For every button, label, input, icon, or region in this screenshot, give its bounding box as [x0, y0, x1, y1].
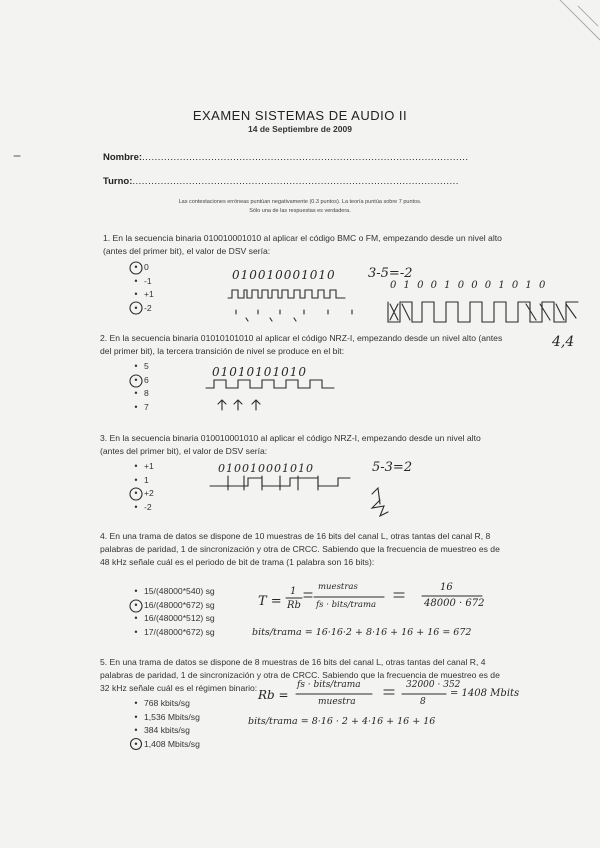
q4-bits-trama: bits/trama = 16·16·2 + 8·16 + 16 + 16 = 672 — [252, 627, 472, 638]
option-label: 5 — [144, 361, 149, 371]
option-label: 16/(48000*672) sg — [144, 599, 215, 610]
option-label: 0 — [144, 262, 149, 272]
q5-bits-trama: bits/trama = 8·16 · 2 + 4·16 + 16 + 16 — [248, 716, 436, 727]
bullet-icon: • — [134, 401, 138, 412]
bullet-icon: • — [134, 586, 138, 596]
q1-handwritten-bits-right: 0 1 0 0 1 0 0 0 1 0 1 0 — [390, 280, 548, 291]
answer-circle-q4-b — [130, 600, 142, 612]
q4-one: 1 — [290, 586, 297, 597]
option-label: 6 — [144, 374, 149, 385]
q1-handwritten-bits: 010010001010 — [232, 268, 336, 282]
option-label: 7 — [144, 401, 149, 412]
q2-handwritten-bits: 01010101010 — [212, 365, 307, 379]
option-label: +1 — [144, 461, 154, 471]
bullet-icon: • — [134, 626, 138, 637]
question-4: 4. En una trama de datos se dispone de 10 muestras de 16 bits del canal L, otras tantas del canal R, 8 palabras de paridad, 1 de sincronización y otra de CRCC. Sabiendo que la frecuencia de muestreo es de 48 kHz señale cuál es el periodo de bit de trama (1 palabra son 16 bits): — [100, 531, 500, 567]
q1-right-scribbles — [390, 304, 576, 320]
margin-note: 4,4 — [552, 334, 575, 350]
q4-mid-den: fs · bits/trama — [316, 600, 377, 610]
instructions-line-2: Sólo una de las respuestas es verdadera. — [249, 208, 351, 214]
q5-rb: Rb = — [258, 688, 289, 702]
option-label: 1,536 Mbits/sg — [144, 711, 200, 722]
option-label: -2 — [144, 302, 152, 313]
q4-formula-lhs: T = — [258, 594, 282, 609]
option-label: -2 — [144, 501, 152, 512]
bullet-icon: • — [134, 711, 138, 722]
option-label: 1 — [144, 474, 149, 485]
bullet-icon: • — [134, 738, 138, 749]
bullet-icon: • — [134, 599, 138, 610]
answer-circle-q1-a — [130, 262, 142, 274]
q1-waveform — [228, 290, 345, 298]
q1-small-marks — [246, 318, 296, 321]
q3-handwritten-calc: 5-3=2 — [372, 460, 413, 475]
bullet-icon: • — [134, 289, 138, 299]
option-label: 768 kbits/sg — [144, 698, 190, 708]
answer-circle-q2-b — [130, 375, 142, 387]
option-label: +1 — [144, 289, 154, 299]
instructions-line-1: Las contestaciones erróneas puntúan negativamente (0.3 puntos). La teoría puntúa sobre 7 puntos. — [178, 199, 422, 205]
bullet-icon: • — [134, 488, 138, 498]
q5-num2: 32000 · 352 — [406, 680, 461, 690]
exam-date: 14 de Septiembre de 2009 — [248, 124, 352, 134]
option-label: 384 kbits/sg — [144, 725, 190, 735]
bullet-icon: • — [134, 388, 138, 398]
page-corner-marks — [560, 0, 600, 40]
option-label: 16/(48000*512) sg — [144, 613, 215, 623]
answer-circle-q1-d — [130, 302, 142, 314]
q5-num: fs · bits/trama — [297, 680, 361, 690]
name-dots: ........................................................................................................ — [142, 152, 469, 163]
q5-result: = 1408 Mbits — [450, 688, 520, 699]
q1-handwritten-calc: 3-5=-2 — [368, 266, 413, 281]
option-label: 1,408 Mbits/sg — [144, 738, 200, 749]
bullet-icon: • — [134, 374, 138, 385]
option-label: 8 — [144, 388, 149, 398]
q5-den: muestra — [318, 697, 356, 707]
q1-tick-marks — [236, 310, 352, 314]
q4-result-num: 16 — [440, 582, 453, 593]
q4-equals-1 — [304, 593, 312, 597]
bullet-icon: • — [134, 613, 138, 623]
question-1: 1. En la secuencia binaria 010010001010 al aplicar el código BMC o FM, empezando desde un nivel alto (antes del primer bit), el valor de DSV sería: — [103, 233, 502, 256]
q2-arrows — [218, 400, 260, 410]
option-label: 15/(48000*540) sg — [144, 586, 215, 596]
q4-result-den: 48000 · 672 — [424, 598, 485, 609]
bullet-icon: • — [134, 698, 138, 708]
q3-handwritten-bits: 010010001010 — [218, 462, 314, 475]
exam-title: EXAMEN SISTEMAS DE AUDIO II — [192, 108, 408, 123]
q4-rb: Rb — [287, 600, 301, 611]
bullet-icon: • — [134, 501, 138, 512]
bullet-icon: • — [134, 461, 138, 471]
bullet-icon: • — [134, 725, 138, 735]
answer-circle-q3-c — [130, 488, 142, 500]
q5-equals — [384, 690, 394, 694]
q4-equals-2 — [394, 593, 404, 597]
name-label: Nombre: — [103, 152, 143, 163]
option-label: +2 — [144, 488, 154, 498]
shift-dots: ........................................................................................................ — [132, 176, 459, 187]
q4-mid-num: muestras — [318, 582, 358, 592]
bullet-icon: • — [134, 474, 138, 485]
shift-label: Turno: — [103, 176, 133, 187]
option-label: 17/(48000*672) sg — [144, 626, 215, 637]
q5-den2: 8 — [420, 697, 426, 707]
bullet-icon: • — [134, 302, 138, 313]
question-5: 5. En una trama de datos se dispone de 8 muestras de 16 bits del canal L, otras tantas del canal R, 4 palabras de paridad, 1 de sincronización y otra de CRCC. Sabiendo que la frecuencia de muestreo es de 32 kHz señale cuál es el régimen binario: — [100, 657, 500, 693]
option-label: -1 — [144, 275, 152, 286]
question-3: 3. En la secuencia binaria 010010001010 al aplicar el código NRZ-I, empezando desde un nivel alto (antes del primer bit), el valor de DSV sería: — [100, 433, 481, 456]
question-2: 2. En la secuencia binaria 01010101010 al aplicar el código NRZ-I, empezando desde un nivel alto (antes del primer bit), la tercera transición de nivel se produce en el bit: — [100, 333, 503, 356]
q2-waveform — [206, 380, 334, 388]
bullet-icon: • — [134, 275, 138, 286]
bullet-icon: • — [134, 262, 138, 272]
q3-scribble — [372, 488, 388, 516]
answer-circle-q5-d — [131, 739, 142, 750]
bullet-icon: • — [134, 361, 138, 371]
